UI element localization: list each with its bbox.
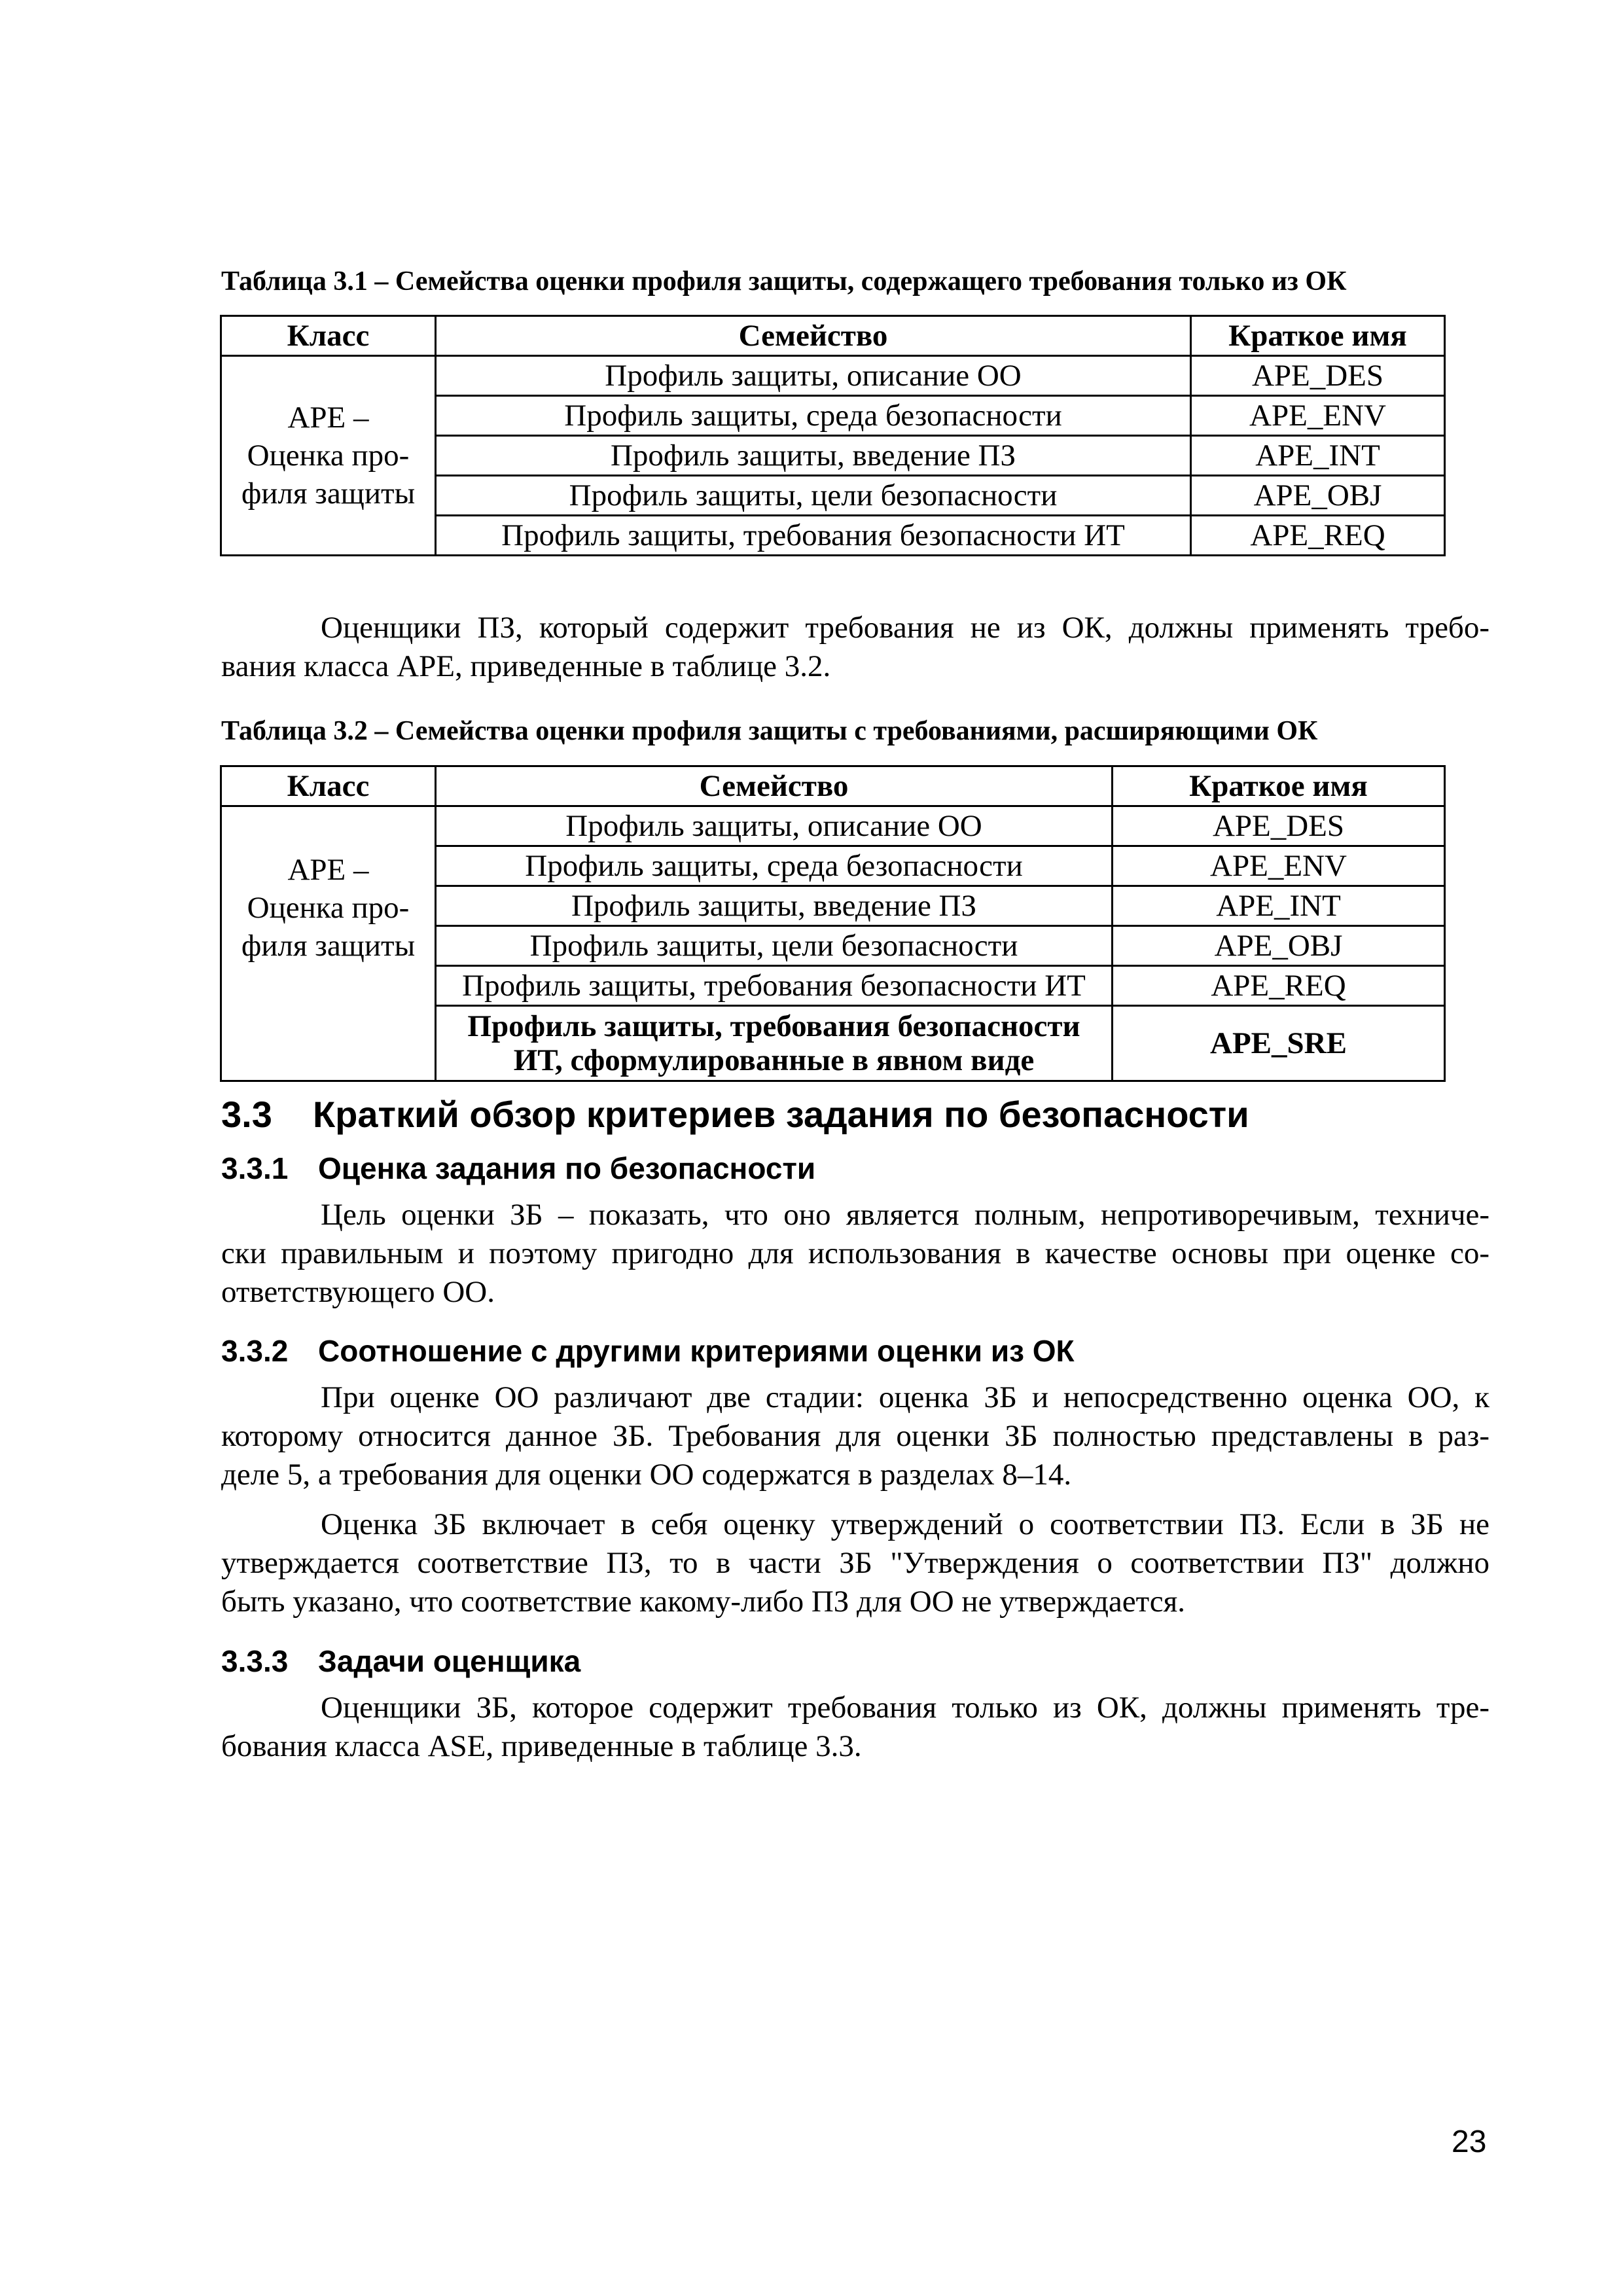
table-header-row (221, 766, 1445, 806)
page-number: 23 (1452, 2125, 1487, 2159)
family-cell: Профиль защиты, среда безопасности (436, 396, 1191, 436)
table1-caption: Таблица 3.1 – Семейства оценки профиля защиты, содержащего требования только из ОК (221, 266, 1347, 296)
family-cell: Профиль защиты, цели безопасности (436, 476, 1191, 516)
paragraph-after-table1: Оценщики ПЗ, который содержит требования не из ОК, должны применять требо- вания класса АРЕ, приведенные в таблице 3.2. (221, 611, 1489, 683)
family-cell: Профиль защиты, введение ПЗ (436, 436, 1191, 476)
header-class: Класс (221, 316, 436, 356)
short-name-cell: APE_OBJ (1191, 476, 1445, 516)
table-row (221, 356, 1445, 396)
table-row (221, 806, 1445, 846)
family-cell: Профиль защиты, среда безопасности (436, 846, 1113, 886)
short-name-cell: APE_INT (1191, 436, 1445, 476)
header-class: Класс (221, 766, 436, 806)
table-header-row (221, 316, 1445, 356)
header-short-name: Краткое имя (1191, 316, 1445, 356)
family-cell: Профиль защиты, требования безопасности ИТ, сформулированные в явном виде (436, 1006, 1113, 1081)
family-cell: Профиль защиты, требования безопасности ИТ (436, 966, 1113, 1006)
short-name-cell: APE_SRE (1113, 1006, 1445, 1081)
short-name-cell: APE_REQ (1191, 516, 1445, 556)
header-family: Семейство (436, 766, 1113, 806)
short-name-cell: APE_OBJ (1113, 926, 1445, 966)
section-heading-3-3-3: 3.3.3 Задачи оценщика (221, 1644, 581, 1678)
family-cell: Профиль защиты, введение ПЗ (436, 886, 1113, 926)
family-cell: Профиль защиты, требования безопасности ИТ (436, 516, 1191, 556)
section-heading-3-3-1: 3.3.1 Оценка задания по безопасности (221, 1151, 816, 1185)
short-name-cell: APE_ENV (1191, 396, 1445, 436)
table1 (220, 315, 1446, 556)
section-heading-3-3-2: 3.3.2 Соотношение с другими критериями оценки из ОК (221, 1334, 1075, 1368)
short-name-cell: APE_INT (1113, 886, 1445, 926)
short-name-cell: APE_REQ (1113, 966, 1445, 1006)
short-name-cell: APE_DES (1113, 806, 1445, 846)
family-cell: Профиль защиты, описание ОО (436, 806, 1113, 846)
table2-caption: Таблица 3.2 – Семейства оценки профиля защиты с требованиями, расширяющими ОК (221, 716, 1318, 746)
paragraph-3-3-2-b: Оценка ЗБ включает в себя оценку утверждений о соответствии ПЗ. Если в ЗБ не утверждается соответствие ПЗ, то в части ЗБ "Утверждения о соответствии ПЗ" должно быть указано, что соответствие какому-либо ПЗ для ОО не утверждается. (221, 1507, 1489, 1619)
paragraph-3-3-3: Оценщики ЗБ, которое содержит требования только из ОК, должны применять тре- бования класса ASE, приведенные в таблице 3.3. (221, 1691, 1489, 1763)
family-cell: Профиль защиты, описание ОО (436, 356, 1191, 396)
class-cell: АРЕ – Оценка про- филя защиты (221, 356, 436, 556)
header-family: Семейство (436, 316, 1191, 356)
family-cell: Профиль защиты, цели безопасности (436, 926, 1113, 966)
table2 (220, 765, 1446, 1082)
header-short-name: Краткое имя (1113, 766, 1445, 806)
paragraph-3-3-2-a: При оценке ОО различают две стадии: оценка ЗБ и непосредственно оценка ОО, к которому относится данное ЗБ. Требования для оценки ЗБ полностью представлены в раз- деле 5, а требования для оценки ОО содержатся в разделах 8–14. (221, 1380, 1489, 1492)
class-cell: АРЕ – Оценка про- филя защиты (221, 806, 436, 1081)
short-name-cell: APE_DES (1191, 356, 1445, 396)
short-name-cell: APE_ENV (1113, 846, 1445, 886)
section-heading-3-3: 3.3 Краткий обзор критериев задания по безопасности (221, 1094, 1249, 1135)
paragraph-3-3-1: Цель оценки ЗБ – показать, что оно является полным, непротиворечивым, техниче- ски правильным и поэтому пригодно для использования в качестве основы при оценке со- ответствующего ОО. (221, 1198, 1489, 1309)
